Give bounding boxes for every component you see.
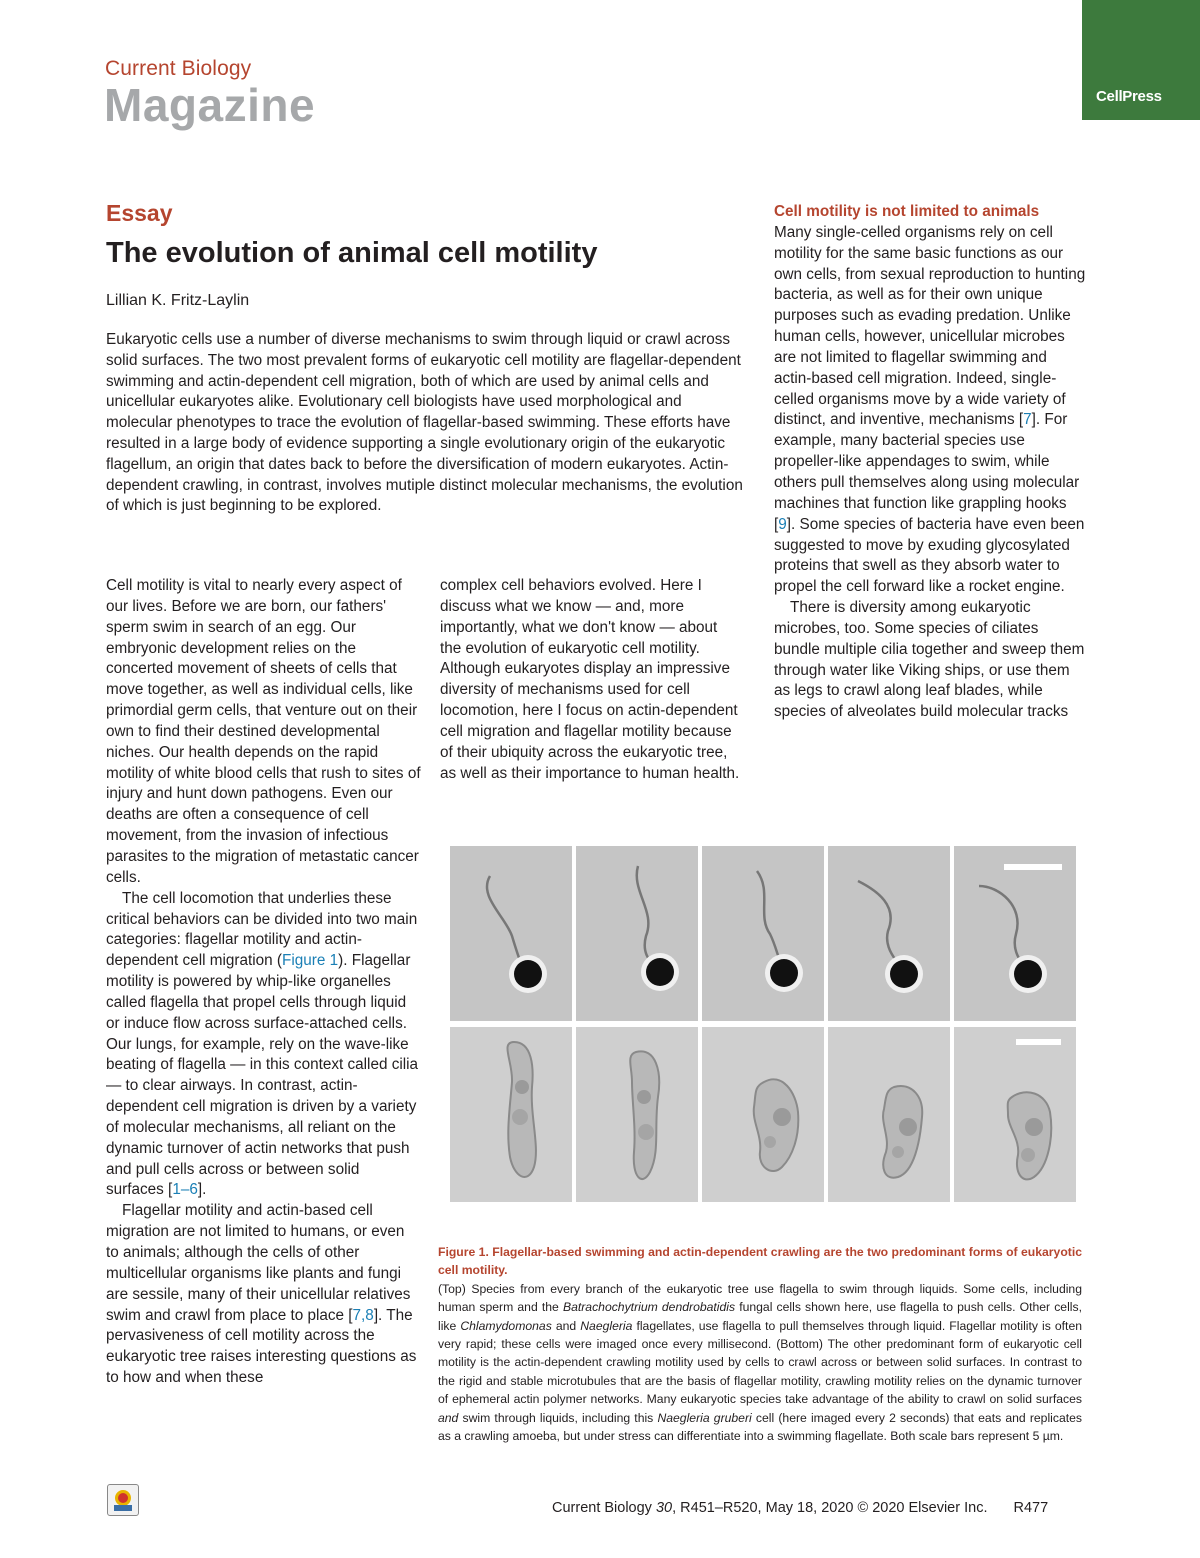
citation-link[interactable]: 9 bbox=[778, 515, 787, 533]
figure-caption bbox=[438, 1243, 1082, 1445]
paragraph bbox=[774, 223, 1086, 598]
figure-link[interactable]: Figure 1 bbox=[282, 952, 339, 970]
text: The cell locomotion that underlies these critical behaviors can be divided into two main categories: flagellar motility and actin-dependent cell migration ( bbox=[106, 889, 418, 970]
section-label: Essay bbox=[106, 200, 173, 226]
page-footer bbox=[552, 1500, 1048, 1516]
figure-title: Figure 1. Flagellar-based swimming and actin-dependent crawling are the two predominant forms of eukaryotic cell motility. bbox=[438, 1245, 1082, 1278]
text: , R451–R520, May 18, 2020 © 2020 Elsevier Inc. bbox=[672, 1500, 988, 1516]
species-name: Batrachochytrium dendrobatidis bbox=[562, 1300, 736, 1315]
body-column-1 bbox=[106, 576, 421, 1389]
abstract: Eukaryotic cells use a number of diverse mechanisms to swim through liquid or crawl across solid surfaces. The two most prevalent forms of eukaryotic cell motility are flagellar-dependent swimming and actin-dependent cell migration, both of which are used by animal cells and unicellular eukaryotes alike. Evolutionary cell biologists have used morphological and molecular phenotypes to trace the evolution of flagellar-based swimming. These efforts have resulted in a large body of evidence supporting a single evolutionary origin of the eukaryotic flagellum, an origin that dates back to before the diversification of modern eukaryotes. Actin-dependent crawling, in contrast, involves mutiple distinct molecular mechanisms, the evolution of which is just beginning to be explored. bbox=[106, 331, 743, 515]
text: cell (here imaged every 2 seconds) that eats and replicates as a crawling amoeba, but under stress can differentiate into a swimming flagellate. Both scale bars represent 5 µm. bbox=[438, 1410, 1083, 1444]
paragraph bbox=[106, 889, 421, 1202]
text: and bbox=[551, 1318, 581, 1333]
text: Current Biology bbox=[552, 1500, 656, 1516]
crawling-cell-frame bbox=[828, 1027, 950, 1202]
paragraph: There is diversity among eukaryotic microbes, too. Some species of ciliates bundle multiple cilia together and sweep them through water like Viking ships, or use them as legs to crawl along leaf blades, while species of alveolates build molecular tracks bbox=[774, 599, 1085, 721]
subheading: Cell motility is not limited to animals bbox=[774, 203, 1040, 220]
species-name: Naegleria gruberi bbox=[657, 1410, 752, 1425]
swimming-cell-frame bbox=[828, 846, 950, 1021]
swimming-cell-frame bbox=[954, 846, 1076, 1021]
journal-name: Current Biology bbox=[105, 57, 252, 80]
paragraph: complex cell behaviors evolved. Here I discuss what we know — and, more importantly, what we don't know — about the evolution of eukaryotic cell motility. Although eukaryotes display an impressive diversity of mechanisms used for cell locomotion, here I focus on actin-dependent cell migration and flagellar motility because of their ubiquity across the eukaryotic tree, as well as their importance to human health. bbox=[440, 577, 740, 782]
author: Lillian K. Fritz-Laylin bbox=[106, 292, 250, 309]
crawling-cell-frame bbox=[576, 1027, 698, 1202]
publisher-logo bbox=[1082, 0, 1200, 120]
crawling-cell-frame bbox=[702, 1027, 824, 1202]
text: swim through liquids, including this bbox=[458, 1410, 658, 1425]
text: Flagellar motility and actin-based cell migration are not limited to humans, or even to animals; although the cells of other multicellular organisms like plants and fungi are sessile, many of their unicellular relatives swim and crawl from place to place [ bbox=[106, 1202, 411, 1324]
text: ]. For example, many bacterial species use propeller-like appendages to swim, while others pull themselves along using molecular machines that function like grappling hooks [ bbox=[774, 411, 1080, 533]
magazine-label: Magazine bbox=[104, 79, 316, 131]
crossmark-icon[interactable] bbox=[107, 1484, 139, 1516]
species-name: Chlamydomonas bbox=[460, 1318, 552, 1333]
species-name: Naegleria bbox=[580, 1318, 633, 1333]
crawling-cell-frame bbox=[450, 1027, 572, 1202]
paragraph bbox=[106, 1201, 421, 1389]
citation-link[interactable]: 1–6 bbox=[172, 1181, 198, 1199]
publisher-name: CellPress bbox=[1096, 88, 1162, 105]
text: fungal cells shown here, use flagella to push cells. Other cells, like bbox=[438, 1300, 1082, 1333]
swimming-cell-frame bbox=[450, 846, 572, 1021]
text: Many single-celled organisms rely on cell motility for the same basic functions as our own cells, from sexual reproduction to hunting bacteria, as well as for their own unique purposes such as evading predation. Unlike human cells, however, unicellular microbes are not limited to flagellar swimming and actin-based cell migration. Indeed, single-celled organisms move by a wide variety of distinct, and inventive, mechanisms [ bbox=[774, 223, 1086, 429]
volume: 30 bbox=[655, 1500, 673, 1516]
paragraph: Cell motility is vital to nearly every aspect of our lives. Before we are born, our fathers' sperm swim in search of an egg. Our embryonic development relies on the concerted movement of sheets of cells that move together, as well as individual cells, like primordial germ cells, that venture out on their own to find their destined developmental niches. Our health depends on the rapid motility of white blood cells that rush to sites of injury and hunt down pathogens. Even our deaths are often a consequence of cell movement, from the invasion of infectious parasites to the migration of metastatic cancer cells. bbox=[106, 577, 421, 886]
citation-link[interactable]: 7 bbox=[1023, 411, 1032, 429]
body-column-2 bbox=[440, 576, 740, 784]
citation-link[interactable]: 7,8 bbox=[352, 1306, 374, 1324]
text: flagellates, use flagella to pull themselves through liquid. Flagellar motility is often very rapid; these cells were imaged once every millisecond. (Bottom) The other predominant form of eukaryotic cell motility is the actin-dependent crawling motility used by cells to crawl across or between solid surfaces. In contrast to the rigid and stable microtubules that are the basis of flagellar motility, crawling motility relies on the dynamic turnover of ephemeral actin polymer networks. Many eukaryotic species take advantage of the ability to crawl on solid surfaces bbox=[438, 1318, 1082, 1407]
text: ]. bbox=[197, 1181, 207, 1199]
text: ]. The pervasiveness of cell motility across the eukaryotic tree raises interesting questions as to how and when these bbox=[106, 1306, 417, 1387]
page-number: R477 bbox=[1013, 1500, 1049, 1516]
crawling-cell-frame bbox=[954, 1027, 1076, 1202]
swimming-cell-frame bbox=[702, 846, 824, 1021]
article-title: The evolution of animal cell motility bbox=[106, 237, 598, 269]
body-column-3 bbox=[774, 203, 1086, 723]
text: ]. Some species of bacteria have even been suggested to move by exuding glycosylated proteins that swell as they absorb water to propel the cell forward like a rocket engine. bbox=[774, 515, 1085, 596]
figure-1-image bbox=[450, 846, 1076, 1203]
swimming-cell-frame bbox=[576, 846, 698, 1021]
text: (Top) Species from every branch of the eukaryotic tree use flagella to swim through liquids. Some cells, including human sperm and the bbox=[438, 1281, 1082, 1315]
emphasis: and bbox=[438, 1410, 459, 1425]
text: ). Flagellar motility is powered by whip-like organelles called flagella that propel cells through liquid or induce flow across surface-attached cells. Our lungs, for example, rely on the wave-like beating of flagella — in this context called cilia — to clear airways. In contrast, actin-dependent cell migration is driven by a variety of molecular mechanisms, all reliant on the dynamic turnover of actin networks that push and pull cells across or between solid surfaces [ bbox=[106, 952, 419, 1199]
